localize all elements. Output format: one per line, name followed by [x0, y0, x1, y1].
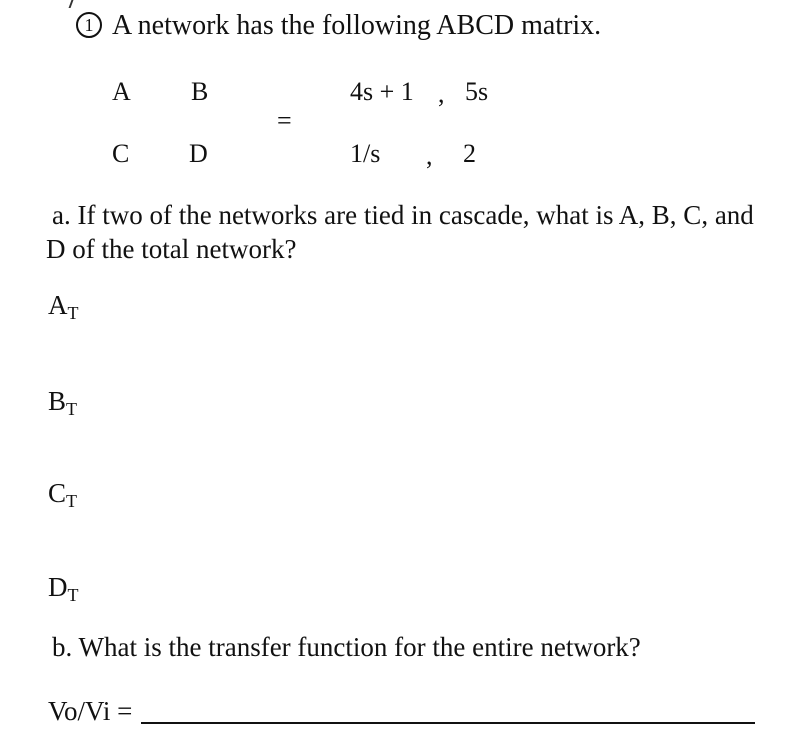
answer-d-total-sub: T [67, 585, 79, 605]
problem-title: A network has the following ABCD matrix. [112, 10, 602, 41]
answer-c-total [48, 478, 77, 512]
matrix-label-a: A [112, 77, 131, 106]
answer-d-total [48, 572, 79, 606]
answer-c-total-base: C [48, 478, 67, 508]
answer-d-total-base: D [48, 572, 68, 602]
matrix-value-a: 4s + 1 [350, 77, 414, 106]
matrix-equals: = [277, 106, 292, 135]
answer-a-total [48, 290, 79, 324]
answer-b-total-sub: T [66, 399, 78, 419]
matrix-label-b: B [191, 77, 209, 106]
question-b: b. What is the transfer function for the entire network? [52, 632, 641, 662]
problem-header [76, 10, 601, 42]
answer-a-total-base: A [48, 290, 68, 320]
matrix-label-d: D [189, 139, 208, 168]
answer-a-total-sub: T [67, 303, 79, 323]
matrix-separator-bottom: , [426, 141, 433, 170]
question-a-line2: D of the total network? [46, 234, 297, 264]
matrix-separator-top: , [438, 79, 445, 108]
matrix-value-d: 2 [463, 139, 476, 168]
pen-mark [69, 0, 74, 8]
transfer-function-label: Vo/Vi = [48, 696, 133, 726]
answer-c-total-sub: T [66, 491, 78, 511]
matrix-value-c: 1/s [350, 139, 381, 168]
matrix-value-b: 5s [465, 77, 489, 106]
answer-b-total [48, 386, 77, 420]
question-a-line1: a. If two of the networks are tied in cascade, what is A, B, C, and [52, 200, 754, 230]
answer-b-total-base: B [48, 386, 67, 416]
problem-number-circle: 1 [76, 12, 102, 38]
matrix-label-c: C [112, 139, 130, 168]
question-a [46, 198, 792, 266]
transfer-function-answer-line[interactable] [141, 722, 755, 724]
